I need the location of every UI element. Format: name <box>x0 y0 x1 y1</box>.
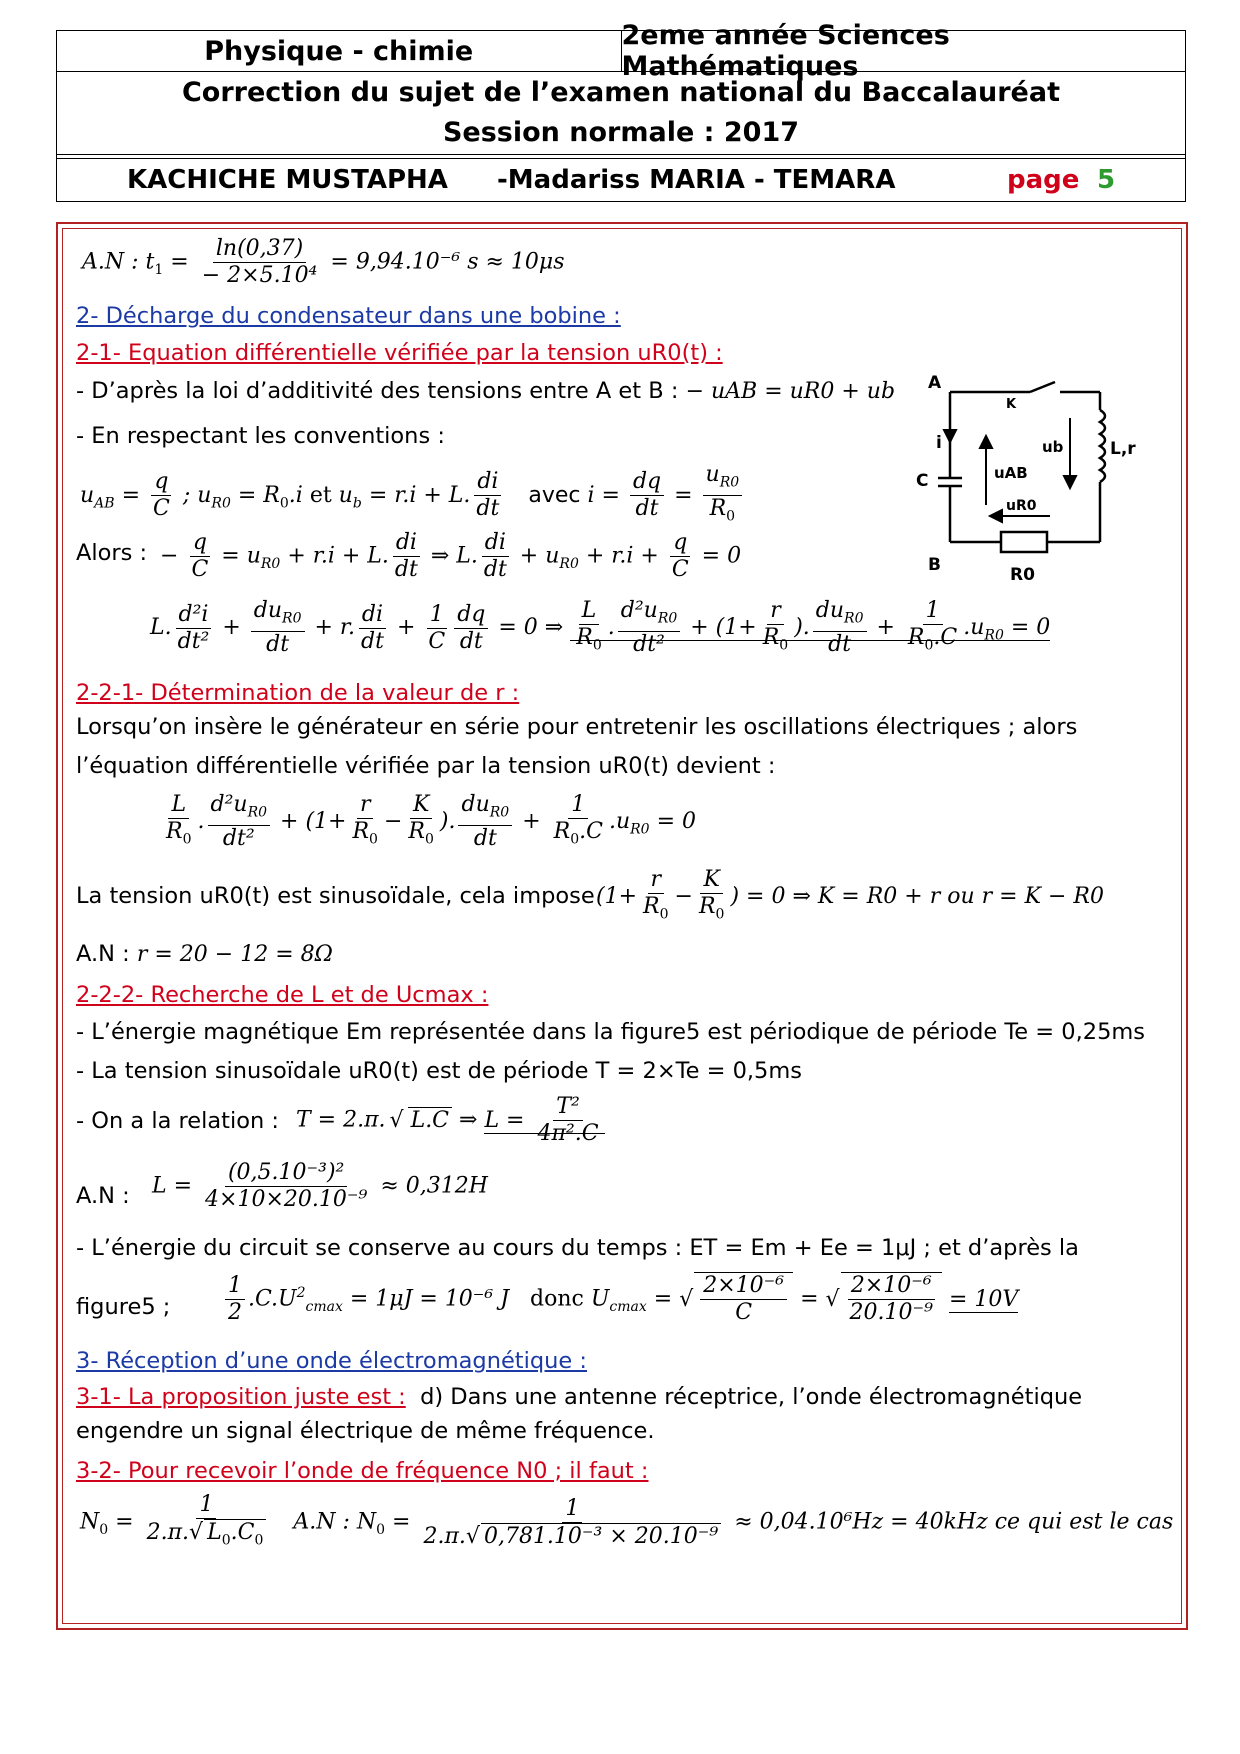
n0-formula: $N_0$ = $\frac{1}{2.\pi.√ L_0.C_0}$ A.N : $N_0$ = $\frac{1}{\text{2.π.√ 0,781.10⁻³ × 20.10⁻⁹}}$ ≈ 0,04.10⁶Hz = 40kHz ce qui est le cas <box>80 1492 1173 1553</box>
an-L-label: A.N : <box>76 1183 130 1209</box>
section-2-1-title: 2-1- Equation différentielle vérifiée par la tension uR0(t) : <box>76 340 723 366</box>
label-R0: R0 <box>1010 565 1035 585</box>
an-r <box>76 941 333 967</box>
section-2-title: 2- Décharge du condensateur dans une bobine : <box>76 303 621 329</box>
an-t1-num: ln(0,37) <box>213 236 306 263</box>
alors-eq: − $\frac{q}{C}$ = $u_{R0} + r.i + L$. $\frac{di}{dt}$ ⇒ L. $\frac{di}{dt}$ + $u_{R0} + r.i$ + $\frac{q}{C}$ = 0 <box>160 530 742 582</box>
section-3-2-title: 3-2- Pour recevoir l’onde de fréquence N0 ; il faut : <box>76 1458 649 1484</box>
label-ub: ub <box>1042 438 1064 456</box>
school: -Madariss MARIA - TEMARA <box>497 165 896 195</box>
header-row-2 <box>57 72 1185 155</box>
section-3-1 <box>76 1384 1082 1410</box>
label-uR0: uR0 <box>1006 498 1037 514</box>
diff-eq-1: L. $\frac{\text{d²i}}{\text{dt²}}$ + $du_{R0}$ dt + r. $\frac{di}{dt}$ + $\frac{1}{C}$ $\frac{dq}{dt}$ = 0 ⇒ $\frac{L}{R_0}$ . $\frac{d^2u_{R0}}{\text{dt²}}$ + (1+ $\frac{r}{R_0}$ ). $du_{R0}$ dt + $\frac{1}{R_0.C}$ $.u_{R0} = 0$ <box>150 598 1051 658</box>
label-i: i <box>936 433 942 453</box>
alors-label: Alors : <box>76 540 148 566</box>
section-2-2-1-p3: La tension uR0(t) est sinusoïdale, cela impose <box>76 883 595 909</box>
diff-eq-2: $\frac{L}{R_0}$ . $\frac{d^2u_{R0}}{\text{dt²}}$ + (1+ $\frac{r}{R_0}$ − $\frac{K}{R_0}$ ). $du_{R0}$ dt + $\frac{1}{R_0.C}$ $.u_{R0} = 0$ <box>166 792 696 852</box>
an-L-eq: L = $\frac{\text{(0,5.10⁻³)²}}{\text{4×10×20.10⁻⁹}}$ ≈ 0,312H <box>152 1160 488 1212</box>
header-row-1 <box>57 20 1185 82</box>
an-t1-prefix: A.N : t <box>82 249 155 275</box>
label-B: B <box>928 555 941 575</box>
section-3-title: 3- Réception d’une onde électromagnétique : <box>76 1348 587 1374</box>
an-r-eq: r = 20 − 12 = 8Ω <box>136 942 333 967</box>
subject: Physique - chimie <box>57 31 622 71</box>
circuit-diagram <box>910 370 1150 590</box>
section-3-1-text2: engendre un signal électrique de même fréquence. <box>76 1418 655 1444</box>
label-Lr: L,r <box>1110 439 1136 459</box>
section-2-1-line2: - En respectant les conventions : <box>76 423 445 449</box>
an-t1-result: = 9,94.10⁻⁶ s ≈ 10μs <box>330 249 565 275</box>
header-row-3 <box>57 158 1185 201</box>
line1-text: - D’après la loi d’additivité des tensions entre A et B : <box>76 378 679 404</box>
energy-eq: $\frac{1}{2}$ $.C.U^2_{cmax} = 1\mu J = 10^{-6}$ J donc $U_{cmax}$ = √ $\frac{\text{2×10⁻⁶}}{C}$ = √ $\frac{\text{2×10⁻⁶}}{\text{20.10⁻⁹}}$ = 10V <box>222 1272 1018 1326</box>
label-K: K <box>1006 397 1017 412</box>
avec-word: avec <box>528 482 581 508</box>
label-uAB: uAB <box>994 464 1028 482</box>
header-table <box>56 20 1186 202</box>
section-3-1-text1: d) Dans une antenne réceptrice, l’onde électromagnétique <box>420 1384 1083 1410</box>
section-2-2-2-l1: - L’énergie magnétique Em représentée dans la figure5 est périodique de période Te = 0,25ms <box>76 1019 1146 1045</box>
author: KACHICHE MUSTAPHA <box>127 165 448 195</box>
section-3-1-title: 3-1- La proposition juste est : <box>76 1384 406 1410</box>
label-C: C <box>916 471 929 491</box>
n0-result: ≈ 0,04.10⁶Hz = 40kHz ce qui est le cas <box>734 1509 1174 1535</box>
section-2-2-1-title: 2-2-1- Détermination de la valeur de r : <box>76 680 520 706</box>
page-number: 5 <box>1097 165 1116 195</box>
ucmax-result: = 10V <box>948 1286 1019 1312</box>
an-L-result: ≈ 0,312H <box>380 1173 488 1199</box>
level: 2eme année Sciences Mathématiques <box>621 20 950 82</box>
sinus-condition: (1+ $\frac{r}{R_0}$ − $\frac{K}{R_0}$ ) = 0 ⇒ K = R0 + r ou r = K − R0 <box>596 867 1104 923</box>
line1-eq: − uAB = uR0 + ub <box>685 379 896 404</box>
section-2-2-2-l4: - L’énergie du circuit se conserve au cours du temps : ET = Em + Ee = 1μJ ; et d’après la <box>76 1235 1079 1261</box>
title-line-1: Correction du sujet de l’examen national du Baccalauréat <box>181 77 1060 108</box>
section-2-1-line1 <box>76 378 895 404</box>
conventions-eq: $u_{AB}$ = $\frac{q}{C}$ ; $u_{R0} = R_0.i$ et $u_b = r.i + L$. $\frac{di}{dt}$ avec i = $\frac{dq}{dt}$ = $\frac{u_{R0}}{R_0}$ <box>80 462 745 530</box>
sinus-condition-result: ⇒ K = R0 + r ou r = K − R0 <box>792 884 1104 910</box>
period-relation: T = 2.π.√ L.C ⇒ L = $\frac{\text{T²}}{\text{4π².C}}$ <box>296 1094 605 1147</box>
title-line-2: Session normale : 2017 <box>442 117 800 148</box>
section-2-2-2-title: 2-2-2- Recherche de L et de Ucmax : <box>76 982 489 1008</box>
section-2-2-2-l5: figure5 ; <box>76 1294 171 1320</box>
an-t1-den: − 2×5.10⁴ <box>201 263 318 288</box>
section-2-2-2-l3: - On a la relation : <box>76 1108 279 1134</box>
an-t1: A.N : $t_1$ = $\frac{\ln(0,37)}{\text{− 2×5.10⁴}}$ = 9,94.10⁻⁶ s ≈ 10μs <box>82 236 565 288</box>
section-2-2-1-p2: l’équation différentielle vérifiée par la tension uR0(t) devient : <box>76 753 776 779</box>
an-r-label: A.N : <box>76 941 130 967</box>
page-label: page <box>1007 165 1080 195</box>
section-2-2-1-p1: Lorsqu’on insère le générateur en série pour entretenir les oscillations électriques ; alors <box>76 714 1078 740</box>
label-A: A <box>928 373 942 393</box>
section-2-2-2-l2: - La tension sinusoïdale uR0(t) est de période T = 2×Te = 0,5ms <box>76 1058 803 1084</box>
